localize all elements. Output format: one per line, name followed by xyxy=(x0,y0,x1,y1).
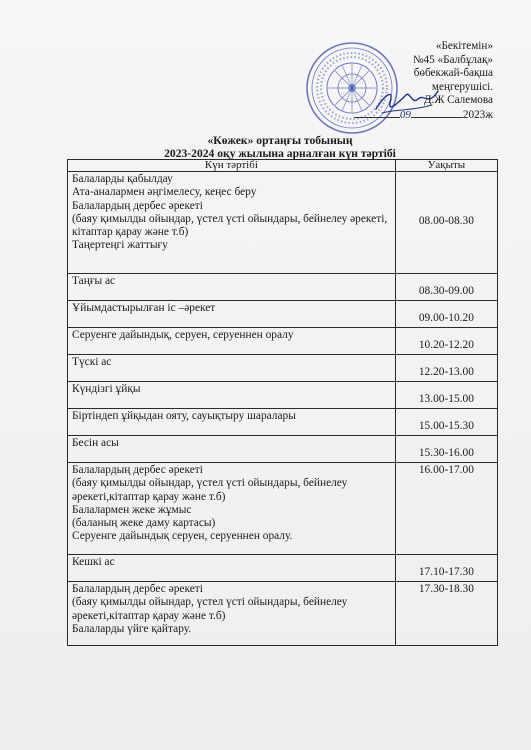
activity-line: Ата-аналармен әңгімелесу, кеңес беру xyxy=(72,186,257,199)
activity-cell xyxy=(68,436,396,463)
time-cell: 15.30-16.00 xyxy=(395,436,497,463)
approval-line-4: меңгерушісі. xyxy=(431,80,493,93)
table-row xyxy=(68,436,498,463)
activity-line: Серуенге дайындық серуен, серуеннен оралу. xyxy=(72,530,293,543)
table-row xyxy=(68,172,498,274)
activity-line: Ұйымдастырылған іс –әрекет xyxy=(72,302,216,314)
table-row xyxy=(68,382,498,409)
activity-line: Түскі ас xyxy=(72,356,112,368)
table-row xyxy=(68,301,498,328)
table-row xyxy=(68,582,498,646)
activity-line: Балалардың дербес әрекеті xyxy=(72,199,203,212)
time-cell: 16.00-17.00 xyxy=(395,463,497,555)
activity-line: Балалардың дербес әрекеті xyxy=(72,464,203,476)
schedule-table xyxy=(67,159,498,646)
header-activity: Күн тәртібі xyxy=(68,160,396,172)
activity-line: (баланың жеке даму картасы) xyxy=(72,517,216,530)
time-cell: 10.20-12.20 xyxy=(395,328,497,355)
activity-cell xyxy=(68,555,396,582)
approval-line-3: бөбекжай-бақша xyxy=(413,67,493,80)
time-cell: 09.00-10.20 xyxy=(395,301,497,328)
time-cell: 17.30-18.30 xyxy=(395,582,497,646)
activity-line: Таңғы ас xyxy=(72,275,116,287)
activity-line: (баяу қимылды ойындар, үстел үсті ойындары, бейнелеу әрекеті,кітаптар қарау және т.б) xyxy=(72,596,348,622)
activity-line: (баяу қимылды ойындар, үстел үсті ойындары, бейнелеу әрекеті, кітаптар қарау және т.б) xyxy=(72,212,388,239)
activity-line: Кешкі ас xyxy=(72,556,115,568)
activity-line: Балалармен жеке жұмыс xyxy=(72,503,192,516)
approval-line-5: Д.Ж Салемова xyxy=(423,94,493,107)
activity-line: Біртіндеп ұйқыдан ояту, сауықтыру шаралары xyxy=(72,410,296,422)
table-row xyxy=(68,409,498,436)
activity-line: Серуенге дайындық, серуен, серуеннен оралу xyxy=(72,329,294,341)
activity-cell xyxy=(68,328,396,355)
table-row xyxy=(68,274,498,301)
table-row xyxy=(68,328,498,355)
activity-line: (баяу қимылды ойындар, үстел үсті ойындары, бейнелеу әрекеті,кітаптар қарау және т.б) xyxy=(72,477,348,503)
table-row xyxy=(68,555,498,582)
header-time: Уақыты xyxy=(395,160,497,172)
approval-block xyxy=(323,40,493,123)
table-row xyxy=(68,463,498,555)
time-cell: 13.00-15.00 xyxy=(395,382,497,409)
activity-cell xyxy=(68,382,396,409)
approval-line-2: №45 «Балбұлақ» xyxy=(412,53,493,66)
activity-cell xyxy=(68,172,396,274)
time-cell: 17.10-17.30 xyxy=(395,555,497,582)
approval-year: 2023ж xyxy=(462,108,493,121)
activity-cell xyxy=(68,301,396,328)
document-subtitle: 2023-2024 оқу жылына арналған күн тәртібі xyxy=(164,147,396,160)
time-cell: 08.30-09.00 xyxy=(395,274,497,301)
activity-line: Бесін асы xyxy=(72,437,119,449)
activity-line: Таңертеңгі жаттығу xyxy=(72,239,168,252)
activity-cell xyxy=(68,409,396,436)
time-cell: 12.20-13.00 xyxy=(395,355,497,382)
approval-date-handwritten: 09 xyxy=(399,108,411,121)
table-header-row xyxy=(68,160,498,172)
activity-line: Балаларды қабылдау xyxy=(72,173,173,185)
activity-cell xyxy=(68,355,396,382)
time-cell: 15.00-15.30 xyxy=(395,409,497,436)
activity-cell xyxy=(68,582,396,646)
activity-cell xyxy=(68,274,396,301)
activity-line: Балалардың дербес әрекеті xyxy=(72,583,203,595)
time-cell: 08.00-08.30 xyxy=(395,172,497,274)
approval-date-row xyxy=(323,108,493,123)
activity-line: Күндізгі ұйқы xyxy=(72,383,141,395)
activity-cell xyxy=(68,463,396,555)
table-row xyxy=(68,355,498,382)
approval-line-1: «Бекітемін» xyxy=(435,40,493,52)
document-title: «Көжек» ортаңғы тобының xyxy=(207,134,353,147)
activity-line: Балаларды үйге қайтару. xyxy=(72,622,192,635)
